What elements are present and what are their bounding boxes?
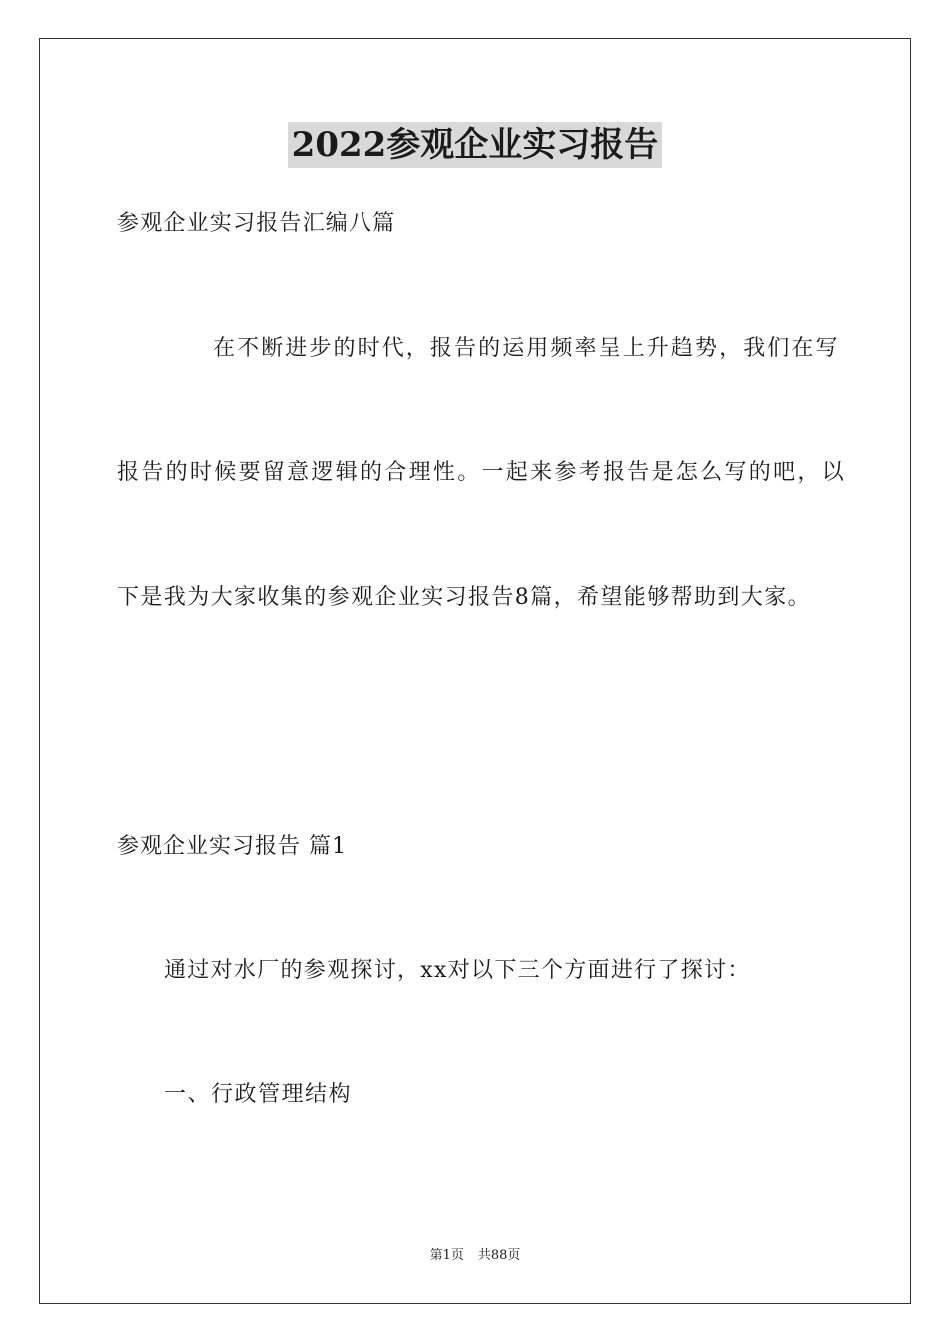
section-heading: 参观企业实习报告 篇1	[117, 834, 347, 859]
body-subheading: 一、行政管理结构	[164, 1082, 353, 1107]
page-number: 第1页	[429, 1248, 464, 1263]
intro-paragraph-line-2: 报告的时候要留意逻辑的合理性。一起来参考报告是怎么写的吧，以	[117, 460, 847, 485]
page-footer	[0, 1247, 950, 1265]
document-title: 2022参观企业实习报告	[288, 122, 663, 168]
body-paragraph: 通过对水厂的参观探讨，xx对以下三个方面进行了探讨：	[164, 958, 751, 983]
document-subtitle: 参观企业实习报告汇编八篇	[117, 211, 396, 236]
title-container	[0, 122, 950, 168]
intro-paragraph-line-3: 下是我为大家收集的参观企业实习报告8篇，希望能够帮助到大家。	[117, 585, 811, 610]
page-total: 共88页	[477, 1248, 521, 1263]
intro-paragraph-line-1: 在不断进步的时代，报告的运用频率呈上升趋势，我们在写	[213, 336, 840, 361]
